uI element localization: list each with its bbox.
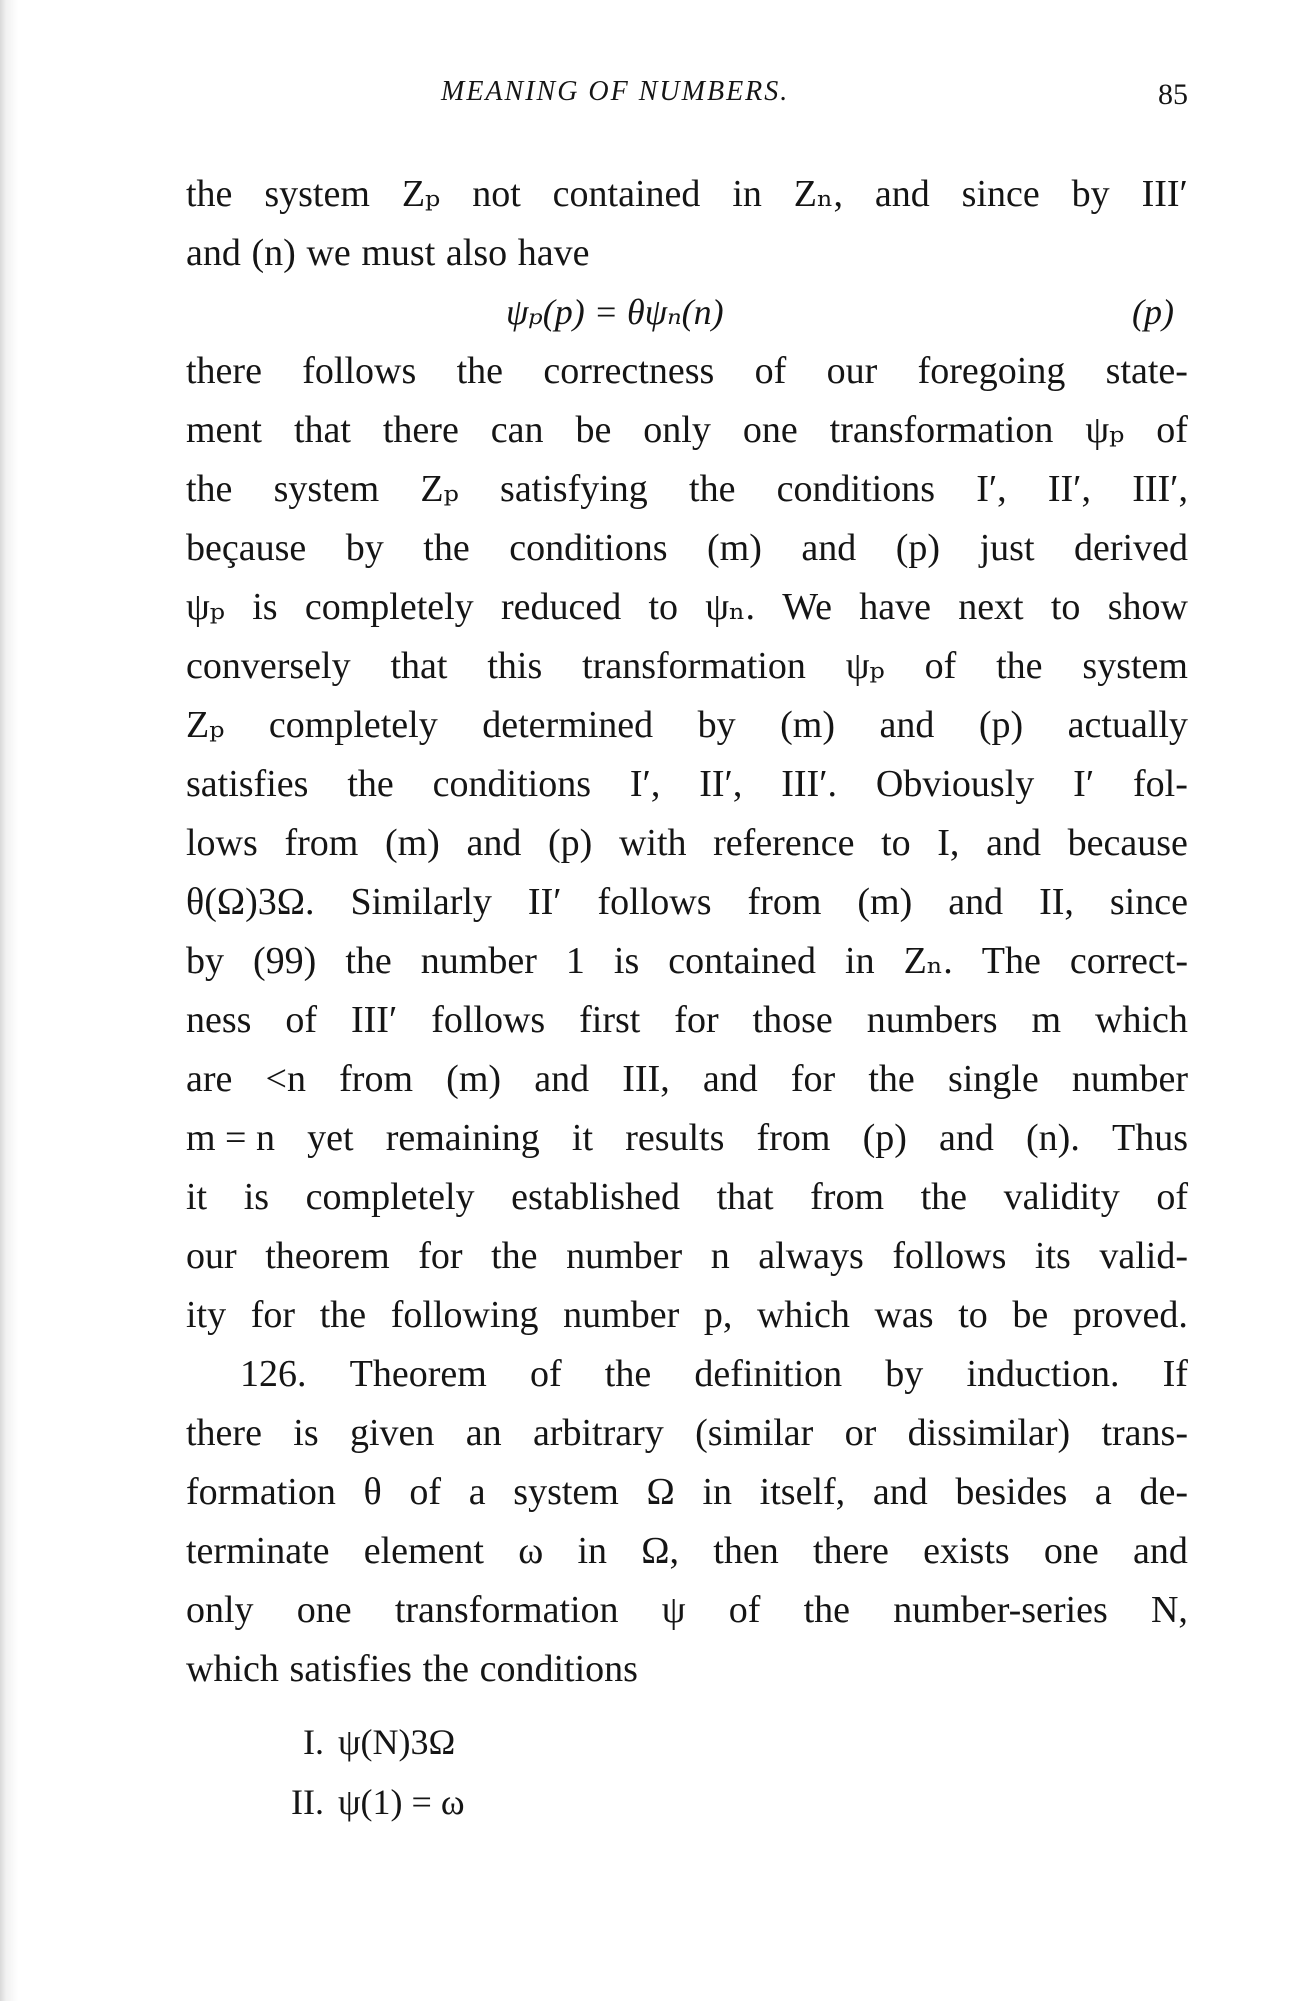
word: from — [756, 1117, 831, 1159]
word: the — [347, 763, 394, 805]
word: ity — [186, 1294, 227, 1336]
word: established — [511, 1176, 680, 1218]
word: the — [186, 468, 233, 510]
word: by — [1071, 173, 1110, 215]
word: and — [1133, 1530, 1188, 1572]
word: (p) — [895, 527, 941, 569]
text-line — [186, 696, 1188, 755]
word: of — [1156, 409, 1188, 451]
word: single — [947, 1058, 1039, 1100]
word: our — [186, 1235, 237, 1277]
word: Zₚ — [186, 704, 225, 746]
word: our — [826, 350, 878, 392]
word: and — [801, 527, 857, 569]
word: II′ — [527, 881, 562, 923]
word: which — [186, 1648, 279, 1690]
word: foregoing — [917, 350, 1066, 392]
text-line — [186, 1522, 1188, 1581]
word: ness — [186, 999, 252, 1041]
word: conditions — [776, 468, 935, 510]
word: by — [186, 940, 224, 982]
text-line — [186, 519, 1188, 578]
word: and — [534, 1058, 590, 1100]
word: I′ — [1073, 763, 1095, 805]
word: reduced — [500, 586, 622, 628]
word: transformation — [394, 1589, 619, 1631]
text-line — [186, 1286, 1188, 1345]
word: 126. — [240, 1353, 307, 1395]
word: only — [643, 409, 711, 451]
condition-number: II. — [291, 1782, 324, 1822]
word: an — [465, 1412, 502, 1454]
word: this — [487, 645, 543, 687]
word: satisfies — [186, 763, 309, 805]
word: have — [859, 586, 931, 628]
word: and — [939, 1117, 994, 1159]
word: a — [468, 1471, 486, 1513]
word: to — [648, 586, 679, 628]
word: always — [758, 1235, 864, 1277]
word: conditions — [509, 527, 668, 569]
word: have — [517, 232, 590, 274]
word: with — [618, 822, 687, 864]
word: besides — [955, 1471, 1068, 1513]
text-line — [186, 224, 1188, 283]
word: yet — [307, 1117, 354, 1159]
word: system — [513, 1471, 619, 1513]
word: II′, — [1047, 468, 1091, 510]
condition-number: I. — [303, 1722, 324, 1762]
paragraph-main — [186, 342, 1188, 1699]
word: not — [472, 173, 521, 215]
word: the — [319, 1294, 367, 1336]
word: of — [754, 350, 787, 392]
word: only — [186, 1589, 254, 1631]
word: completely — [304, 586, 474, 628]
word: de- — [1139, 1471, 1188, 1513]
word: and — [702, 1058, 758, 1100]
word: is — [252, 586, 278, 628]
word: (p) — [862, 1117, 907, 1159]
word: by — [697, 704, 736, 746]
text-line — [186, 460, 1188, 519]
word: of — [409, 1471, 442, 1513]
formula-tag: (p) — [1132, 292, 1174, 332]
word: for — [674, 999, 719, 1041]
word: in — [732, 173, 762, 215]
word: from — [284, 822, 359, 864]
word: The — [981, 940, 1041, 982]
word: there — [812, 1530, 889, 1572]
word: is — [613, 940, 640, 982]
word: satisfying — [500, 468, 648, 510]
word: also — [445, 232, 508, 274]
word: determined — [482, 704, 654, 746]
word: dissimilar) — [907, 1412, 1071, 1454]
word: (similar — [695, 1412, 814, 1454]
word: derived — [1074, 527, 1188, 569]
word: the — [803, 1589, 851, 1631]
word: (m) — [446, 1058, 502, 1100]
word: a — [1094, 1471, 1112, 1513]
word: m = n — [186, 1117, 275, 1159]
word: system — [1082, 645, 1188, 687]
text-line — [186, 401, 1188, 460]
word: are — [186, 1058, 233, 1100]
word: first — [579, 999, 641, 1041]
word: and — [874, 173, 930, 215]
word: Thus — [1111, 1117, 1188, 1159]
text-line — [186, 814, 1188, 873]
word: III′ — [1141, 173, 1188, 215]
word: or — [844, 1412, 877, 1454]
word: given — [349, 1412, 435, 1454]
word: element — [363, 1530, 484, 1572]
word: satisfies — [289, 1648, 412, 1690]
word: III, — [622, 1058, 670, 1100]
word: which — [756, 1294, 850, 1336]
word: completely — [305, 1176, 475, 1218]
word: one — [1043, 1530, 1099, 1572]
word: and — [879, 704, 935, 746]
word: number — [566, 1235, 683, 1277]
word: ment — [186, 409, 262, 451]
word: ψₙ. — [705, 586, 755, 628]
word: system — [273, 468, 380, 510]
word: can — [490, 409, 544, 451]
word: II, — [1039, 881, 1074, 923]
word: and — [986, 822, 1041, 864]
word: in — [845, 940, 875, 982]
word: the — [689, 468, 736, 510]
word: definition — [694, 1353, 843, 1395]
word: the — [422, 1648, 469, 1690]
word: θ — [363, 1471, 382, 1513]
word: <n — [265, 1058, 306, 1100]
word: 1 — [565, 940, 585, 982]
word: (n). — [1026, 1117, 1080, 1159]
word: the — [996, 645, 1043, 687]
text-line — [186, 342, 1188, 401]
word: results — [625, 1117, 725, 1159]
word: that — [716, 1176, 774, 1218]
word: since — [1109, 881, 1188, 923]
word: and — [186, 232, 241, 274]
word: there — [382, 409, 459, 451]
word: it — [186, 1176, 208, 1218]
word: be — [1012, 1294, 1049, 1336]
word: to — [881, 822, 911, 864]
word: there — [186, 350, 262, 392]
word: by — [345, 527, 384, 569]
word: conversely — [186, 645, 351, 687]
condition-2 — [270, 1772, 770, 1832]
word: (p) — [978, 704, 1024, 746]
text-line — [186, 991, 1188, 1050]
word: those — [752, 999, 833, 1041]
word: the — [920, 1176, 968, 1218]
word: completely — [268, 704, 438, 746]
word: in — [577, 1530, 608, 1572]
word: conditions — [432, 763, 591, 805]
word: of — [285, 999, 318, 1041]
text-line — [186, 1168, 1188, 1227]
word: I′, — [976, 468, 1007, 510]
word: the — [604, 1353, 652, 1395]
word: Obviously — [875, 763, 1035, 805]
word: valid- — [1099, 1235, 1188, 1277]
word: Zₙ, — [793, 173, 843, 215]
word: follows — [431, 999, 546, 1041]
running-head-title: MEANING OF NUMBERS. — [441, 76, 790, 107]
word: for — [250, 1294, 296, 1336]
text-line — [186, 1640, 1188, 1699]
word: and — [466, 822, 522, 864]
text-line — [186, 755, 1188, 814]
word: of — [529, 1353, 562, 1395]
text-line — [186, 932, 1188, 991]
word: for — [790, 1058, 836, 1100]
condition-1 — [270, 1712, 770, 1772]
body-text — [186, 165, 1188, 1699]
word: to — [958, 1294, 988, 1336]
text-line — [186, 1581, 1188, 1640]
word: n — [710, 1235, 730, 1277]
word: which — [1095, 999, 1188, 1041]
word: proved. — [1072, 1294, 1188, 1336]
word: I, — [937, 822, 960, 864]
word: in — [702, 1471, 732, 1513]
word: validity — [1003, 1176, 1120, 1218]
word: by — [885, 1353, 924, 1395]
word: since — [961, 173, 1040, 215]
word: is — [243, 1176, 270, 1218]
word: number — [563, 1294, 680, 1336]
paragraph-continuation — [186, 165, 1188, 283]
word: Theorem — [349, 1353, 487, 1395]
word: correctness — [543, 350, 715, 392]
word: just — [979, 527, 1035, 569]
word: its — [1034, 1235, 1071, 1277]
running-head — [186, 76, 1188, 120]
word: and — [872, 1471, 928, 1513]
text-line — [186, 1463, 1188, 1522]
word: follows — [597, 881, 712, 923]
word: arbitrary — [532, 1412, 664, 1454]
word: m — [1031, 999, 1062, 1041]
word: III′, — [1132, 468, 1188, 510]
word: Zₚ — [401, 173, 441, 215]
word: (m) — [707, 527, 762, 569]
word: θ(Ω)3Ω. — [186, 881, 315, 923]
word: from — [810, 1176, 885, 1218]
page-gutter-shadow — [0, 0, 18, 2001]
word: theorem — [265, 1235, 390, 1277]
word: If — [1162, 1353, 1188, 1395]
word: exists — [923, 1530, 1010, 1572]
word: Zₙ. — [903, 940, 953, 982]
word: follows — [302, 350, 417, 392]
word: III′. — [781, 763, 838, 805]
word: numbers — [866, 999, 998, 1041]
word: contained — [552, 173, 701, 215]
word: itself, — [759, 1471, 846, 1513]
word: must — [361, 232, 436, 274]
word: Similarly — [350, 881, 492, 923]
word: number — [420, 940, 537, 982]
word: II′, — [699, 763, 743, 805]
word: N, — [1150, 1589, 1188, 1631]
word: then — [713, 1530, 779, 1572]
word: there — [186, 1412, 262, 1454]
word: I′, — [629, 763, 661, 805]
word: was — [874, 1294, 934, 1336]
word: is — [293, 1412, 319, 1454]
word: the — [491, 1235, 538, 1277]
word: of — [924, 645, 957, 687]
word: terminate — [186, 1530, 330, 1572]
word: state- — [1105, 350, 1188, 392]
page-number: 85 — [1158, 78, 1188, 111]
word: because — [1067, 822, 1188, 864]
text-line — [186, 578, 1188, 637]
word: p, — [703, 1294, 733, 1336]
word: the — [868, 1058, 915, 1100]
text-line — [186, 1404, 1188, 1463]
word: Zₚ — [420, 468, 459, 510]
word: one — [296, 1589, 352, 1631]
word: induction. — [966, 1353, 1120, 1395]
word: next — [958, 586, 1024, 628]
word: ω — [518, 1530, 544, 1572]
word: (m) — [857, 881, 913, 923]
word: fol- — [1133, 763, 1188, 805]
text-line — [186, 637, 1188, 696]
word: III′ — [350, 999, 398, 1041]
word: for — [418, 1235, 463, 1277]
text-line — [186, 873, 1188, 932]
word: the — [456, 350, 504, 392]
word: transformation — [829, 409, 1054, 451]
word: trans- — [1101, 1412, 1188, 1454]
word: (m) — [780, 704, 836, 746]
display-formula — [186, 283, 1188, 342]
word: that — [390, 645, 448, 687]
word: from — [339, 1058, 414, 1100]
text-line — [186, 1227, 1188, 1286]
word: and — [948, 881, 1004, 923]
word: reference — [713, 822, 855, 864]
word: follows — [892, 1235, 1007, 1277]
word: the — [186, 173, 233, 215]
word: number-series — [893, 1589, 1108, 1631]
word: (n) — [251, 232, 296, 274]
word: remaining — [385, 1117, 540, 1159]
word: ψₚ — [186, 586, 225, 628]
word: to — [1050, 586, 1081, 628]
word: the — [423, 527, 470, 569]
word: one — [742, 409, 798, 451]
word: be — [575, 409, 612, 451]
theorem-conditions — [270, 1712, 770, 1832]
word: ψₚ — [845, 645, 885, 687]
word: following — [390, 1294, 539, 1336]
word: actually — [1067, 704, 1188, 746]
word: of — [1156, 1176, 1188, 1218]
text-line — [186, 1109, 1188, 1168]
condition-expression: ψ(N)3Ω — [338, 1722, 456, 1762]
word: Ω, — [641, 1530, 680, 1572]
word: (p) — [547, 822, 593, 864]
text-line — [186, 1345, 1188, 1404]
word: ψₚ — [1085, 409, 1125, 451]
word: that — [293, 409, 351, 451]
word: (99) — [253, 940, 317, 982]
word: we — [306, 232, 351, 274]
word: show — [1107, 586, 1188, 628]
word: of — [728, 1589, 761, 1631]
word: (m) — [384, 822, 440, 864]
word: We — [782, 586, 832, 628]
word: transformation — [582, 645, 806, 687]
text-line — [186, 1050, 1188, 1109]
condition-expression: ψ(1) = ω — [338, 1782, 465, 1822]
formula-expression: ψₚ(p) = θψₙ(n) — [506, 292, 724, 332]
word: formation — [186, 1471, 336, 1513]
word: from — [747, 881, 822, 923]
word: contained — [668, 940, 816, 982]
word: it — [571, 1117, 594, 1159]
word: lows — [186, 822, 258, 864]
word: the — [345, 940, 392, 982]
word: ψ — [661, 1589, 686, 1631]
word: conditions — [479, 1648, 638, 1690]
word: number — [1071, 1058, 1188, 1100]
word: beçause — [186, 527, 307, 569]
word: Ω — [646, 1471, 675, 1513]
word: correct- — [1069, 940, 1188, 982]
word: system — [264, 173, 370, 215]
text-line — [186, 165, 1188, 224]
